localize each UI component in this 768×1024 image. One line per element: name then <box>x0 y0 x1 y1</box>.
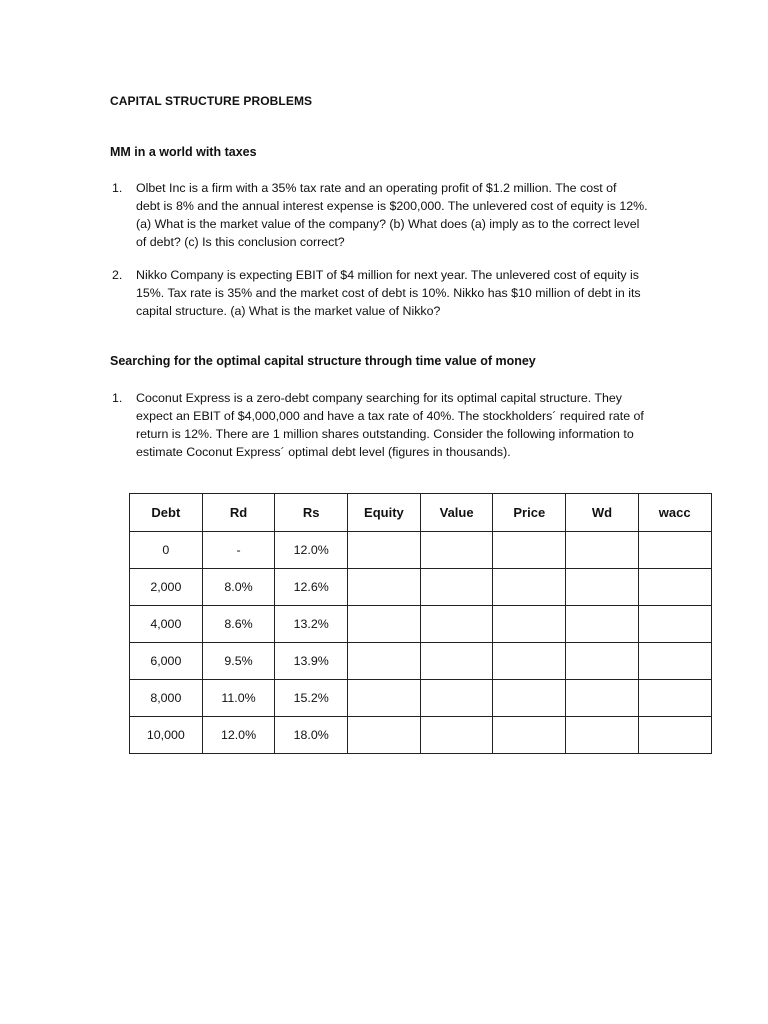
column-header-value: Value <box>420 494 493 532</box>
problem-text-line: expect an EBIT of $4,000,000 and have a tax rate of 40%. The stockholders´ required rate of <box>136 409 644 423</box>
table-cell: 6,000 <box>130 643 203 680</box>
problem-number: 1. <box>112 391 123 405</box>
table-cell: 13.2% <box>275 606 348 643</box>
problem-text-line: capital structure. (a) What is the market value of Nikko? <box>136 304 441 318</box>
table-cell <box>638 643 711 680</box>
table-cell <box>348 606 421 643</box>
table-cell <box>566 569 639 606</box>
table-cell <box>638 717 711 754</box>
problem-text-line: Coconut Express is a zero-debt company searching for its optimal capital structure. They <box>136 391 622 405</box>
table-header-row <box>130 494 712 532</box>
section-heading-mm-taxes: MM in a world with taxes <box>110 145 257 159</box>
table-cell: 8.6% <box>202 606 275 643</box>
problem-item-nikko <box>110 266 670 320</box>
column-header-price: Price <box>493 494 566 532</box>
problem-number: 2. <box>112 268 123 282</box>
problem-text-line: debt is 8% and the annual interest expense is $200,000. The unlevered cost of equity is 12%. <box>136 199 648 213</box>
table-cell <box>420 569 493 606</box>
table-cell: - <box>202 532 275 569</box>
table-cell: 12.0% <box>202 717 275 754</box>
problem-number: 1. <box>112 181 123 195</box>
table-cell: 8,000 <box>130 680 203 717</box>
table-cell <box>348 532 421 569</box>
problem-text-line: estimate Coconut Express´ optimal debt level (figures in thousands). <box>136 445 511 459</box>
table-cell <box>348 717 421 754</box>
table-cell <box>638 680 711 717</box>
table-cell: 8.0% <box>202 569 275 606</box>
table-cell <box>566 643 639 680</box>
table-cell: 12.6% <box>275 569 348 606</box>
table-cell <box>638 606 711 643</box>
table-cell <box>420 717 493 754</box>
table-cell <box>420 680 493 717</box>
table-cell <box>493 717 566 754</box>
table-cell <box>420 606 493 643</box>
table-cell <box>566 680 639 717</box>
table-row <box>130 606 712 643</box>
table-cell <box>493 532 566 569</box>
table-cell <box>566 717 639 754</box>
problem-text-line: of debt? (c) Is this conclusion correct? <box>136 235 345 249</box>
problem-text-line: (a) What is the market value of the company? (b) What does (a) imply as to the correct level <box>136 217 640 231</box>
table-cell: 10,000 <box>130 717 203 754</box>
document-title: CAPITAL STRUCTURE PROBLEMS <box>110 94 313 108</box>
problem-item-coconut <box>110 389 670 461</box>
table-cell: 12.0% <box>275 532 348 569</box>
table-row <box>130 643 712 680</box>
column-header-debt: Debt <box>130 494 203 532</box>
table-cell <box>638 532 711 569</box>
table-cell <box>420 532 493 569</box>
table-cell: 15.2% <box>275 680 348 717</box>
section-heading-optimal-structure: Searching for the optimal capital structure through time value of money <box>110 354 536 368</box>
table-cell <box>493 680 566 717</box>
table-cell: 13.9% <box>275 643 348 680</box>
table-cell: 2,000 <box>130 569 203 606</box>
column-header-rd: Rd <box>202 494 275 532</box>
table-cell: 4,000 <box>130 606 203 643</box>
table-cell: 0 <box>130 532 203 569</box>
problem-text-line: Nikko Company is expecting EBIT of $4 million for next year. The unlevered cost of equity is <box>136 268 639 282</box>
column-header-equity: Equity <box>348 494 421 532</box>
column-header-wd: Wd <box>566 494 639 532</box>
problem-text-line: 15%. Tax rate is 35% and the market cost of debt is 10%. Nikko has $10 million of debt in its <box>136 286 641 300</box>
table-cell <box>420 643 493 680</box>
capital-structure-table <box>129 493 712 754</box>
table-cell <box>493 606 566 643</box>
table-cell <box>566 532 639 569</box>
table-row <box>130 532 712 569</box>
table-cell <box>348 680 421 717</box>
table-cell: 9.5% <box>202 643 275 680</box>
table-cell <box>638 569 711 606</box>
column-header-rs: Rs <box>275 494 348 532</box>
problem-text-line: return is 12%. There are 1 million shares outstanding. Consider the following information to <box>136 427 634 441</box>
table-row <box>130 717 712 754</box>
problem-item-olbet <box>110 179 670 251</box>
table-cell: 18.0% <box>275 717 348 754</box>
table-row <box>130 680 712 717</box>
column-header-wacc: wacc <box>638 494 711 532</box>
table-row <box>130 569 712 606</box>
problem-text-line: Olbet Inc is a firm with a 35% tax rate and an operating profit of $1.2 million. The cost of <box>136 181 617 195</box>
table-cell: 11.0% <box>202 680 275 717</box>
table-cell <box>348 643 421 680</box>
table-cell <box>566 606 639 643</box>
table-cell <box>493 569 566 606</box>
table-cell <box>348 569 421 606</box>
table-cell <box>493 643 566 680</box>
